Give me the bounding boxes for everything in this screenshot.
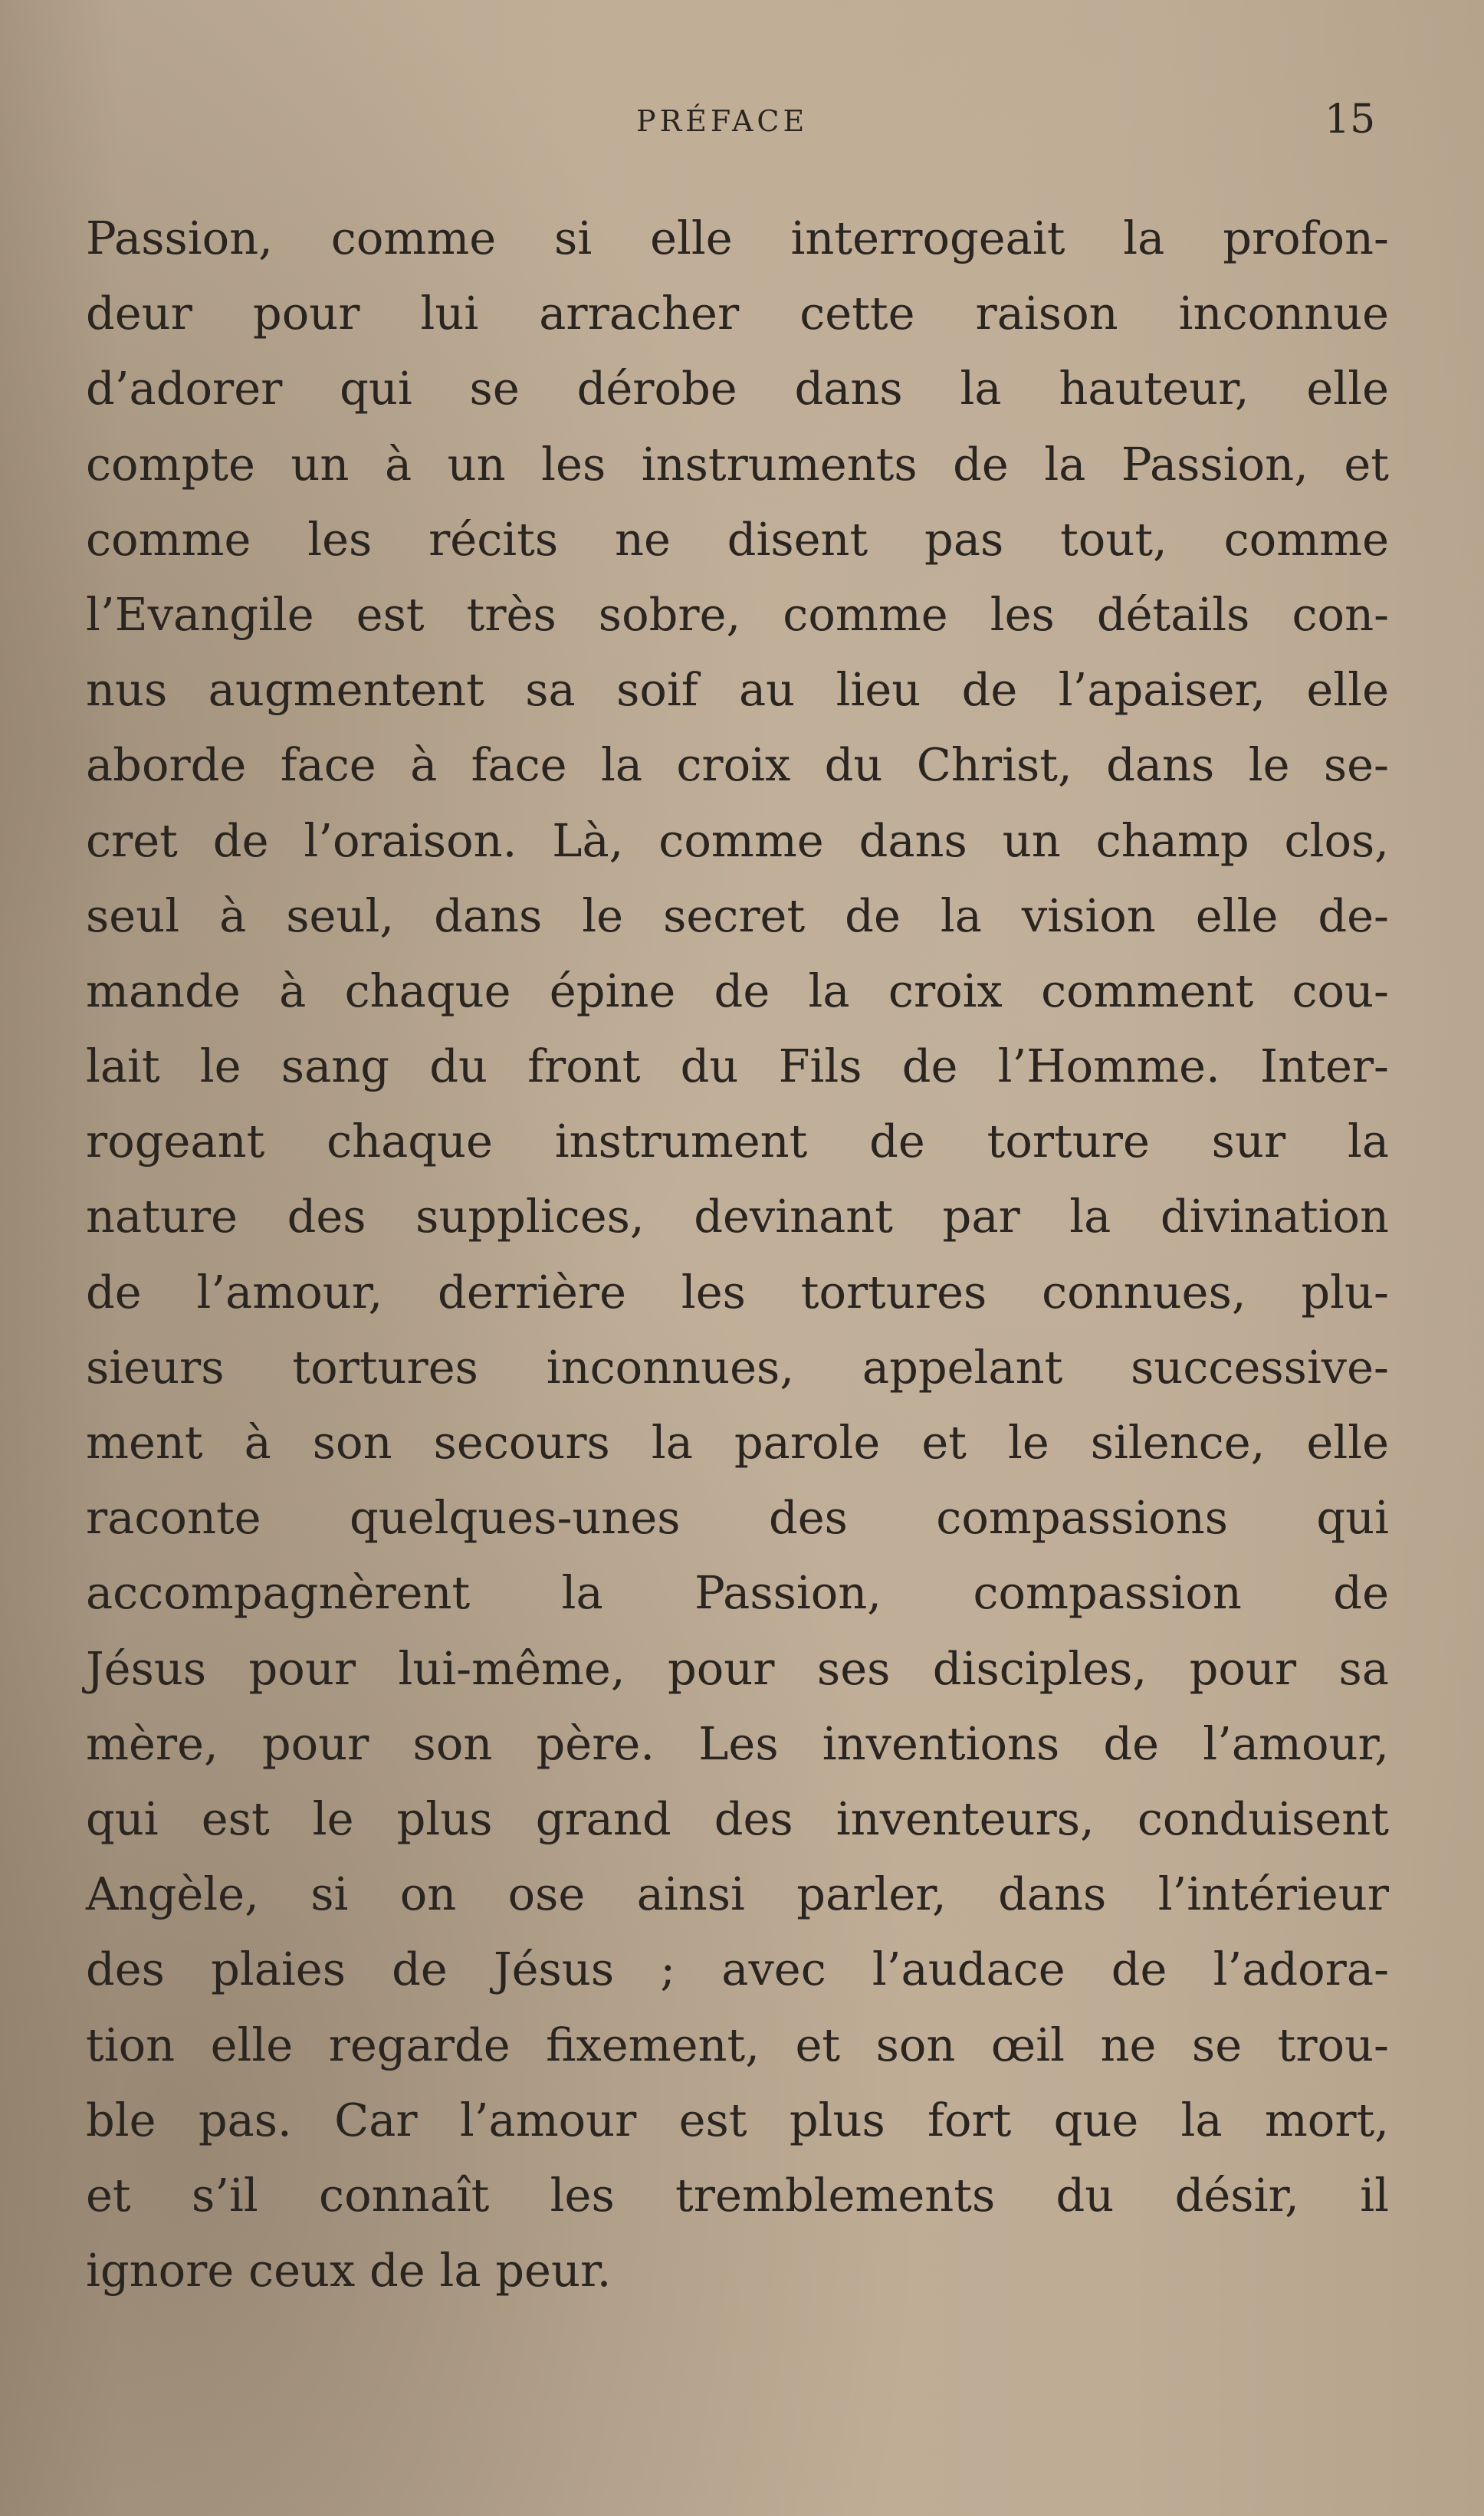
- page-number: 15: [1325, 97, 1376, 143]
- text-line: raconte quelques-unes des compassions qui: [86, 1491, 1389, 1545]
- text-line-last: ignore ceux de la peur.: [86, 2244, 612, 2298]
- text-line: cret de l’oraison. Là, comme dans un champ clos,: [86, 813, 1389, 867]
- text-line: et s’il connaît les tremblements du désir, il: [86, 2168, 1389, 2222]
- text-line: d’adorer qui se dérobe dans la hauteur, elle: [86, 362, 1389, 416]
- text-line: deur pour lui arracher cette raison inconnue: [86, 287, 1389, 340]
- text-line: de l’amour, derrière les tortures connues, plu-: [86, 1265, 1389, 1319]
- text-line: Jésus pour lui-même, pour ses disciples, pour sa: [86, 1641, 1389, 1695]
- text-line: mère, pour son père. Les inventions de l’amour,: [86, 1716, 1389, 1770]
- body-text: [86, 201, 1389, 2308]
- text-line: qui est le plus grand des inventeurs, conduisent: [86, 1792, 1389, 1845]
- text-line: Passion, comme si elle interrogeait la profon-: [86, 212, 1389, 264]
- text-line: ment à son secours la parole et le silence, elle: [86, 1416, 1389, 1469]
- text-line: des plaies de Jésus ; avec l’audace de l’adora-: [86, 1943, 1389, 1996]
- text-line: rogeant chaque instrument de torture sur la: [86, 1115, 1389, 1168]
- text-line: sieurs tortures inconnues, appelant successive-: [86, 1340, 1389, 1394]
- running-head: [0, 98, 1484, 144]
- text-line: seul à seul, dans le secret de la vision elle de-: [86, 888, 1389, 942]
- text-line: tion elle regarde fixement, et son œil ne se trou-: [86, 2018, 1389, 2071]
- text-line: nature des supplices, devinant par la divination: [86, 1190, 1389, 1243]
- text-line: ble pas. Car l’amour est plus fort que la mort,: [86, 2093, 1389, 2146]
- text-line: accompagnèrent la Passion, compassion de: [86, 1566, 1389, 1620]
- running-title: PRÉFACE: [636, 104, 809, 138]
- text-line: nus augmentent sa soif au lieu de l’apaiser, elle: [86, 663, 1389, 717]
- text-line: l’Evangile est très sobre, comme les détails con-: [86, 587, 1389, 641]
- text-line: Angèle, si on ose ainsi parler, dans l’intérieur: [86, 1867, 1389, 1921]
- text-line: mande à chaque épine de la croix comment cou-: [86, 964, 1389, 1017]
- text-line: aborde face à face la croix du Christ, dans le se-: [86, 738, 1389, 792]
- text-line: lait le sang du front du Fils de l’Homme. Inter-: [86, 1040, 1389, 1093]
- text-line: compte un à un les instruments de la Passion, et: [86, 437, 1389, 491]
- text-line: comme les récits ne disent pas tout, comme: [86, 512, 1389, 566]
